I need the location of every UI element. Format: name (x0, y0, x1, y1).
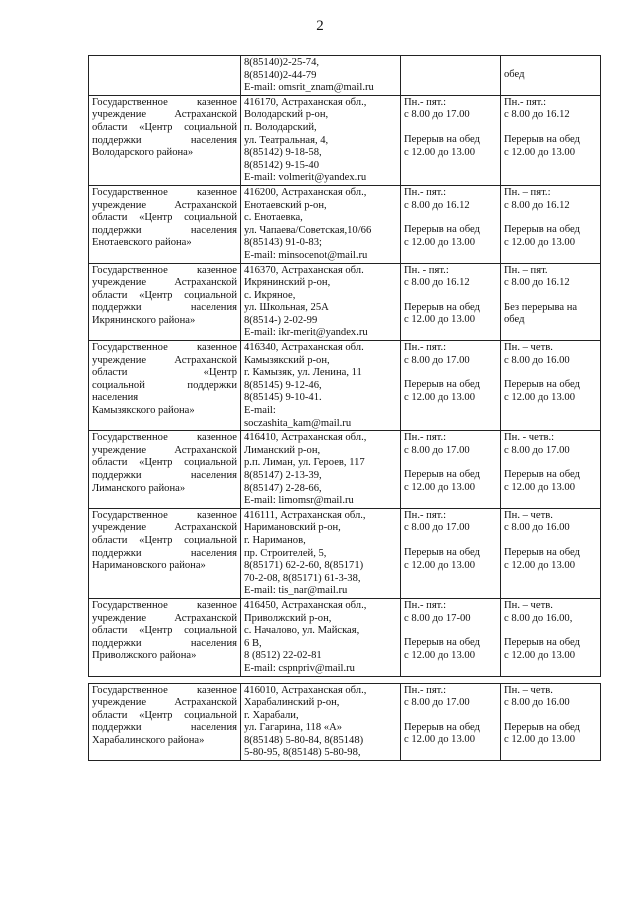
cell-line: 8(85147) 2-13-39, (244, 470, 322, 481)
cell-line: 416170, Астраханская обл., (244, 96, 367, 108)
cell-line: области «Центр социальной (92, 625, 237, 637)
address-contacts-cell (241, 683, 401, 761)
cell-spacer (404, 625, 497, 637)
cell-line: с. Икряное, (244, 289, 296, 301)
cell-line: с. Енотаевка, (244, 212, 303, 224)
cell-line: с 12.00 до 13.00 (504, 649, 576, 661)
cell-line: Камызякский р-он, (244, 354, 330, 366)
cell-line: Пн.- пят.: (404, 509, 447, 521)
cell-line: 8(85148) 5-80-84, 8(85148) (244, 734, 364, 746)
cell-line: с 8.00 до 16.00 (504, 354, 570, 366)
cell-line: 8(85145) 9-10-41. (244, 392, 322, 404)
cell-line: Володарский р-он, (244, 109, 329, 121)
cell-line: Наримановского района» (92, 560, 206, 572)
cell-line: с 12.00 до 13.00 (504, 734, 576, 746)
cell-line: области «Центр социальной (92, 289, 237, 301)
cell-line: 8(85171) 62-2-60, 8(85171) (244, 560, 364, 572)
cell-line: Перерыв на обед (404, 546, 480, 558)
schedule-hours-cell (401, 683, 501, 761)
schedule-alt-hours-cell (501, 598, 601, 676)
cell-line: 8(85143) 91-0-83; (244, 237, 322, 249)
table-row (89, 56, 601, 96)
cell-line: с. Началово, ул. Майская, (244, 625, 360, 637)
cell-line: 8(85147) 2-28-66, (244, 482, 322, 494)
cell-line: Лиманский р-он, (244, 444, 321, 456)
cell-line: Пн. – четв. (504, 342, 553, 354)
cell-line: с 8.00 до 17.00 (404, 354, 470, 366)
cell-line: Перерыв на обед (404, 469, 480, 481)
schedule-hours-cell (401, 95, 501, 185)
cell-line: области «Центр социальной (92, 121, 237, 133)
institution-name-cell (89, 95, 241, 185)
cell-line: с 8.00 до 17.00 (404, 444, 470, 456)
cell-line: 8(85142) 9-15-40 (244, 159, 320, 171)
cell-line: Пн. - четв.: (504, 432, 555, 444)
cell-line: E-mail: omsrit_znam@mail.ru (244, 82, 374, 94)
cell-spacer (504, 212, 597, 224)
cell-line: E-mail: volmerit@yandex.ru (244, 172, 367, 184)
address-contacts-cell (241, 95, 401, 185)
cell-line: поддержки населения (92, 224, 237, 236)
cell-line: Перерыв на обед (504, 133, 580, 145)
cell-line: 416010, Астраханская обл., (244, 684, 367, 696)
cell-line: Пн.- пят.: (404, 186, 447, 198)
cell-line: обед (504, 314, 525, 326)
cell-line: E-mail: ikr-merit@yandex.ru (244, 327, 368, 339)
cell-spacer (504, 57, 597, 69)
address-contacts-cell (241, 56, 401, 96)
cell-line: Пн. – пят.: (504, 186, 551, 198)
table-row (89, 683, 601, 761)
cell-line: с 8.00 до 16.00, (504, 612, 573, 624)
cell-line: учреждение Астраханской (92, 354, 237, 366)
schedule-hours-cell (401, 508, 501, 598)
cell-line: E-mail: limomsr@mail.ru (244, 495, 354, 507)
cell-line: Перерыв на обед (404, 133, 480, 145)
cell-line: с 12.00 до 13.00 (404, 236, 476, 248)
cell-line: Без перерыва на (504, 301, 578, 313)
address-contacts-cell (241, 508, 401, 598)
cell-line: Володарского района» (92, 147, 194, 159)
cell-line: поддержки населения (92, 722, 237, 734)
cell-line: Пн. – четв. (504, 509, 553, 521)
cell-line: E-mail: cspnpriv@mail.ru (244, 662, 355, 674)
table-row (89, 263, 601, 341)
cell-line: поддержки населения (92, 547, 237, 559)
cell-spacer (404, 535, 497, 547)
cell-line: с 12.00 до 13.00 (404, 649, 476, 661)
schedule-alt-hours-cell (501, 95, 601, 185)
cell-line: Икрянинский р-он, (244, 277, 331, 289)
cell-line: с 12.00 до 13.00 (404, 314, 476, 326)
cell-line: г. Харабали, (244, 709, 299, 721)
cell-spacer (404, 367, 497, 379)
cell-line: Камызякского района» (92, 405, 195, 417)
cell-line: с 8.00 до 17.00 (504, 444, 570, 456)
institutions-table (88, 55, 601, 761)
cell-line: Харабалинского района» (92, 734, 205, 746)
cell-line: г. Камызяк, ул. Ленина, 11 (244, 367, 362, 379)
cell-line: поддержки населения (92, 470, 237, 481)
cell-line: с 12.00 до 13.00 (404, 734, 476, 746)
schedule-alt-hours-cell (501, 508, 601, 598)
cell-spacer (404, 290, 497, 302)
schedule-hours-cell (401, 263, 501, 341)
cell-line: Пн.- пят.: (404, 599, 447, 611)
cell-spacer (504, 122, 597, 134)
cell-line: Икрянинского района» (92, 314, 196, 326)
cell-line: учреждение Астраханской (92, 522, 237, 534)
cell-line: с 8.00 до 16.12 (404, 199, 470, 211)
schedule-alt-hours-cell (501, 185, 601, 263)
cell-line: пр. Строителей, 5, (244, 547, 327, 559)
cell-line: г. Нариманов, (244, 534, 306, 546)
cell-line: области «Центр социальной (92, 709, 237, 721)
cell-line: с 12.00 до 13.00 (404, 482, 476, 493)
cell-line: ул. Гагарина, 118 «А» (244, 722, 343, 734)
cell-line: населения (92, 392, 139, 404)
cell-line: Государственное казенное (92, 432, 237, 444)
cell-line: Харабалинский р-он, (244, 697, 340, 709)
cell-line: E-mail: tis_nar@mail.ru (244, 585, 348, 597)
cell-line: 6 В, (244, 637, 262, 649)
cell-spacer (504, 625, 597, 637)
cell-line: учреждение Астраханской (92, 109, 237, 121)
institution-name-cell (89, 683, 241, 761)
cell-line: Перерыв на обед (504, 379, 580, 391)
cell-line: Пн. – четв. (504, 599, 553, 611)
cell-line: Перерыв на обед (404, 301, 480, 313)
cell-line: Приволжский р-он, (244, 612, 332, 624)
schedule-hours-cell (401, 598, 501, 676)
cell-line: с 8.00 до 16.00 (504, 522, 570, 534)
cell-line: с 8.00 до 16.12 (404, 277, 470, 289)
cell-line: Перерыв на обед (404, 379, 480, 391)
cell-line: обед (504, 69, 525, 80)
cell-line: учреждение Астраханской (92, 277, 237, 289)
cell-line: р.п. Лиман, ул. Героев, 117 (244, 457, 365, 469)
cell-line: ул. Школьная, 25А (244, 302, 329, 314)
cell-line: учреждение Астраханской (92, 444, 237, 456)
row-gap (89, 676, 601, 683)
institution-name-cell (89, 598, 241, 676)
table-row (89, 95, 601, 185)
cell-line: с 8.00 до 16.12 (504, 199, 570, 211)
cell-line: Енотаевского района» (92, 237, 192, 249)
cell-line: поддержки населения (92, 302, 237, 314)
schedule-alt-hours-cell (501, 431, 601, 509)
schedule-hours-cell (401, 185, 501, 263)
cell-line: E-mail: (244, 405, 276, 417)
cell-line: с 8.00 до 16.12 (504, 277, 570, 289)
cell-line: 416200, Астраханская обл., (244, 186, 367, 198)
cell-line: с 12.00 до 13.00 (404, 559, 476, 571)
cell-line: поддержки населения (92, 134, 237, 146)
cell-line: с 12.00 до 13.00 (504, 146, 576, 158)
cell-line: учреждение Астраханской (92, 697, 237, 709)
cell-line: 8(85142) 9-18-58, (244, 147, 322, 159)
cell-line: п. Володарский, (244, 121, 317, 133)
schedule-hours-cell (401, 431, 501, 509)
row-gap-cell (89, 676, 601, 683)
cell-line: Государственное казенное (92, 342, 237, 354)
cell-line: Пн.- пят.: (404, 432, 447, 444)
cell-line: soczashita_kam@mail.ru (244, 417, 352, 429)
schedule-hours-cell (401, 56, 501, 96)
cell-line: Лиманского района» (92, 482, 186, 494)
cell-line: Перерыв на обед (404, 224, 480, 236)
cell-spacer (504, 535, 597, 547)
cell-line: области «Центр социальной (92, 212, 237, 224)
cell-line: Государственное казенное (92, 599, 237, 611)
cell-line: с 8.00 до 16.12 (504, 109, 570, 121)
cell-spacer (504, 457, 597, 469)
cell-spacer (404, 212, 497, 224)
cell-line: 416450, Астраханская обл., (244, 599, 367, 611)
cell-line: Наримановский р-он, (244, 522, 341, 534)
cell-line: ул. Чапаева/Советская,10/66 (244, 224, 372, 236)
cell-spacer (404, 122, 497, 134)
schedule-alt-hours-cell (501, 263, 601, 341)
cell-line: 5-80-95, 8(85148) 5-80-98, (244, 747, 361, 759)
cell-line: учреждение Астраханской (92, 199, 237, 211)
cell-line: 416340, Астраханская обл. (244, 342, 364, 354)
cell-line: с 8.00 до 17.00 (404, 109, 470, 121)
cell-line: 8(8514-) 2-02-99 (244, 314, 318, 326)
institution-name-cell (89, 263, 241, 341)
cell-line: Перерыв на обед (504, 637, 580, 649)
cell-line: Государственное казенное (92, 96, 237, 108)
table-row (89, 341, 601, 431)
cell-spacer (404, 457, 497, 469)
cell-line: Пн.- пят.: (404, 684, 447, 696)
schedule-alt-hours-cell (501, 683, 601, 761)
cell-spacer (504, 367, 597, 379)
institution-name-cell (89, 508, 241, 598)
institution-name-cell (89, 56, 241, 96)
cell-line: Перерыв на обед (504, 721, 580, 733)
cell-line: с 12.00 до 13.00 (404, 391, 476, 403)
cell-line: 416370, Астраханская обл. (244, 264, 364, 276)
schedule-alt-hours-cell (501, 341, 601, 431)
cell-line: 8(85140)2-25-74, (244, 57, 320, 68)
table-row (89, 508, 601, 598)
table-row (89, 185, 601, 263)
cell-line: с 12.00 до 13.00 (404, 146, 476, 158)
table-body (89, 56, 601, 761)
schedule-alt-hours-cell (501, 56, 601, 96)
cell-line: 8(85140)2-44-79 (244, 69, 317, 81)
cell-line: E-mail: minsocenot@mail.ru (244, 249, 368, 261)
cell-line: области «Центр социальной (92, 534, 237, 546)
institution-name-cell (89, 185, 241, 263)
address-contacts-cell (241, 341, 401, 431)
institution-name-cell (89, 431, 241, 509)
address-contacts-cell (241, 431, 401, 509)
institution-name-cell (89, 341, 241, 431)
cell-line: Пн. – пят. (504, 264, 548, 276)
cell-line: Перерыв на обед (504, 224, 580, 236)
cell-line: Пн.- пят.: (404, 342, 447, 354)
cell-line: Пн.- пят.: (504, 96, 547, 108)
cell-line: 70-2-08, 8(85171) 61-3-38, (244, 572, 361, 584)
cell-line: 416410, Астраханская обл., (244, 432, 367, 444)
cell-line: с 12.00 до 13.00 (504, 391, 576, 403)
table-row (89, 598, 601, 676)
cell-line: с 12.00 до 13.00 (504, 236, 576, 248)
cell-spacer (404, 710, 497, 722)
cell-line: Перерыв на обед (404, 637, 480, 649)
address-contacts-cell (241, 598, 401, 676)
cell-line: Государственное казенное (92, 684, 237, 696)
cell-line: с 8.00 до 17.00 (404, 697, 470, 709)
cell-line: Приволжского района» (92, 650, 197, 662)
cell-line: области «Центр социальной (92, 457, 237, 469)
address-contacts-cell (241, 185, 401, 263)
cell-line: Перерыв на обед (504, 469, 580, 481)
cell-line: поддержки населения (92, 637, 237, 649)
page-number: 2 (316, 18, 324, 34)
cell-line: 416111, Астраханская обл., (244, 509, 366, 521)
cell-line: Перерыв на обед (504, 546, 580, 558)
cell-line: 8(85145) 9-12-46, (244, 379, 322, 391)
cell-line: Государственное казенное (92, 264, 237, 276)
cell-line: ул. Театральная, 4, (244, 134, 329, 146)
cell-line: с 8.00 до 17-00 (404, 612, 471, 624)
cell-line: области «Центр (92, 367, 237, 379)
cell-spacer (504, 710, 597, 722)
cell-line: 8 (8512) 22-02-81 (244, 650, 322, 662)
cell-line: Пн. – четв. (504, 684, 553, 696)
schedule-hours-cell (401, 341, 501, 431)
cell-line: с 12.00 до 13.00 (504, 482, 576, 493)
cell-line: Пн.- пят.: (404, 96, 447, 108)
cell-line: с 8.00 до 17.00 (404, 522, 470, 534)
cell-line: Государственное казенное (92, 509, 237, 521)
cell-spacer (504, 290, 597, 302)
address-contacts-cell (241, 263, 401, 341)
cell-line: Перерыв на обед (404, 721, 480, 733)
cell-line: Енотаевский р-он, (244, 199, 327, 211)
cell-line: с 12.00 до 13.00 (504, 559, 576, 571)
table-row (89, 431, 601, 509)
cell-line: учреждение Астраханской (92, 612, 237, 624)
cell-line: Государственное казенное (92, 186, 237, 198)
cell-line: с 8.00 до 16.00 (504, 697, 570, 709)
cell-line: социальной поддержки (92, 379, 237, 391)
cell-line: Пн. - пят.: (404, 264, 449, 276)
